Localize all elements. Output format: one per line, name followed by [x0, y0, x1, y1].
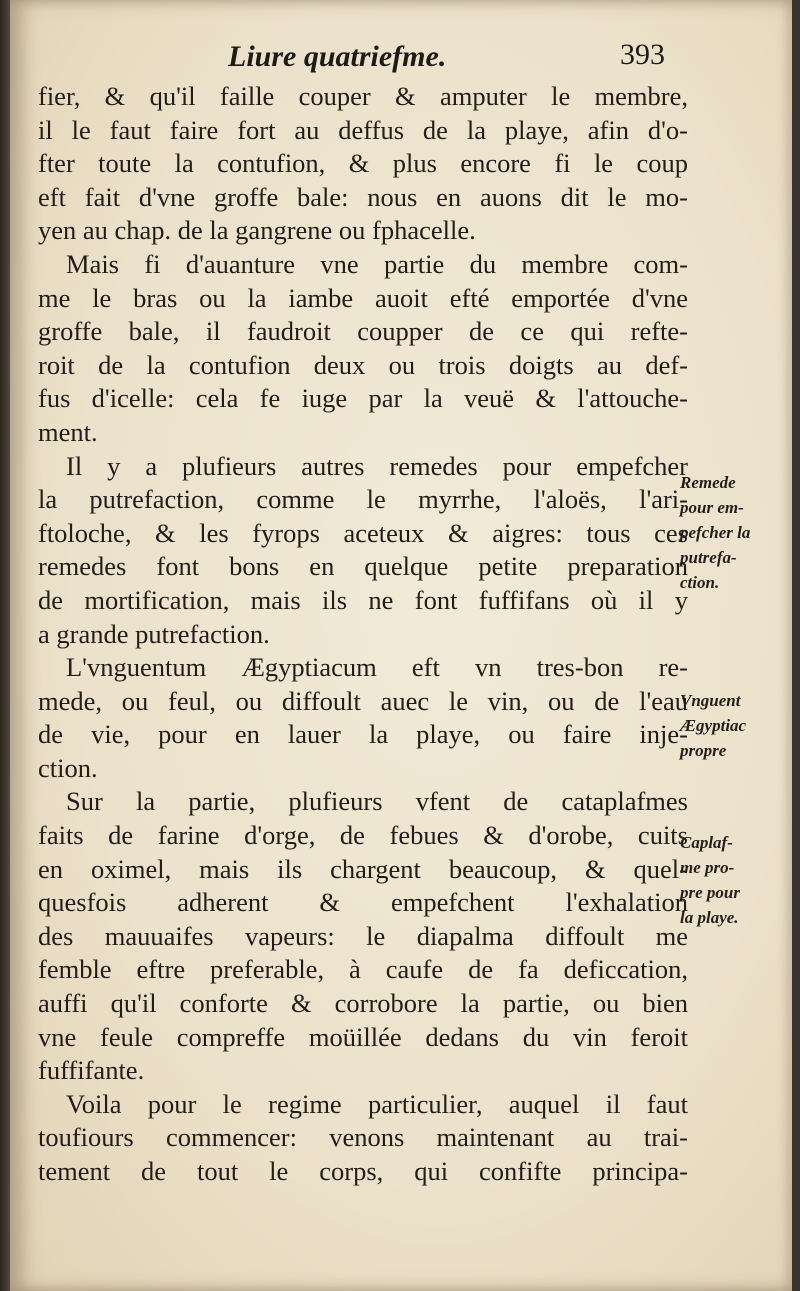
- margin-note-remede: [680, 470, 790, 595]
- text-line: eft fait d'vne groffe bale: nous en auons dit le mo-: [38, 181, 688, 212]
- text-line: Il y a plufieurs autres remedes pour empefcher: [66, 450, 688, 481]
- text-line: a grande putrefaction.: [38, 618, 270, 649]
- note-line: propre: [680, 741, 727, 760]
- paragraph: [38, 248, 688, 450]
- text-line: il le faut faire fort au deffus de la playe, afin d'o-: [38, 114, 688, 145]
- paragraph: [38, 651, 688, 785]
- text-line: de mortification, mais ils ne font fuffifans où il y: [38, 584, 688, 615]
- text-line: des mauuaifes vapeurs: le diapalma diffoult me: [38, 920, 688, 951]
- text-line: fier, & qu'il faille couper & amputer le membre,: [38, 81, 688, 111]
- note-line: ction.: [680, 573, 720, 592]
- note-line: Caplaf-: [680, 833, 733, 852]
- note-line: pour em-: [680, 498, 744, 517]
- text-line: de vie, pour en lauer la playe, ou faire inje-: [38, 719, 688, 750]
- text-line: ment.: [38, 416, 98, 447]
- note-line: la playe.: [680, 908, 739, 927]
- note-line: putrefa-: [680, 548, 737, 567]
- text-line: Mais fi d'auanture vne partie du membre com-: [66, 248, 688, 279]
- note-line: pefcher la: [680, 523, 751, 542]
- text-line: tement de tout le corps, qui confifte principa-: [38, 1156, 688, 1186]
- text-line: vne feule compreffe moüillée dedans du vin feroit: [38, 1021, 688, 1052]
- note-line: Ægyptiac: [680, 716, 747, 735]
- text-line: mede, ou feul, ou diffoult auec le vin, ou de l'eau: [38, 685, 688, 716]
- text-line: me le bras ou la iambe auoit efté emportée d'vne: [38, 282, 688, 313]
- text-line: fuffifante.: [38, 1055, 145, 1086]
- text-line: ftoloche, & les fyrops aceteux & aigres: tous ces: [38, 517, 688, 548]
- text-line: groffe bale, il faudroit coupper de ce qui refte-: [38, 316, 688, 347]
- paragraph: [38, 80, 688, 248]
- text-line: faits de farine d'orge, de febues & d'orobe, cuits: [38, 820, 688, 851]
- text-line: toufiours commencer: venons maintenant au trai-: [38, 1122, 688, 1153]
- note-line: me pro-: [680, 858, 735, 877]
- text-line: femble eftre preferable, à caufe de fa deficcation,: [38, 954, 688, 985]
- text-line: remedes font bons en quelque petite preparation: [38, 551, 688, 582]
- text-line: fus d'icelle: cela fe iuge par la veuë & l'attouche-: [38, 383, 688, 414]
- note-line: Remede: [680, 473, 736, 492]
- text-line: yen au chap. de la gangrene ou fphacelle.: [38, 215, 476, 246]
- text-line: L'vnguentum Ægyptiacum eft vn tres-bon re-: [66, 652, 688, 683]
- margin-note-vnguent: [680, 688, 790, 763]
- note-line: Vnguent: [680, 691, 741, 710]
- page-header: [0, 30, 800, 80]
- text-line: la putrefaction, comme le myrrhe, l'aloës, l'ari-: [38, 484, 688, 515]
- text-line: en oximel, mais ils chargent beaucoup, & quel-: [38, 853, 688, 884]
- paragraph: [38, 450, 688, 652]
- paragraph: [38, 785, 688, 1087]
- text-line: roit de la contufion deux ou trois doigts au def-: [38, 349, 688, 380]
- text-line: Voila pour le regime particulier, auquel il faut: [66, 1088, 688, 1119]
- running-title: Liure quatriefme.: [228, 40, 447, 73]
- text-line: quesfois adherent & empefchent l'exhalation: [38, 887, 688, 918]
- text-line: auffi qu'il conforte & corrobore la partie, ou bien: [38, 988, 688, 1019]
- body-text: [38, 80, 688, 1189]
- note-line: pre pour: [680, 883, 740, 902]
- text-line: ction.: [38, 752, 98, 783]
- paragraph: [38, 1088, 688, 1189]
- margin-note-cataplasme: [680, 830, 790, 930]
- text-line: fter toute la contufion, & plus encore fi le coup: [38, 148, 688, 179]
- text-line: Sur la partie, plufieurs vfent de cataplafmes: [66, 786, 688, 817]
- page-number: 393: [620, 38, 665, 71]
